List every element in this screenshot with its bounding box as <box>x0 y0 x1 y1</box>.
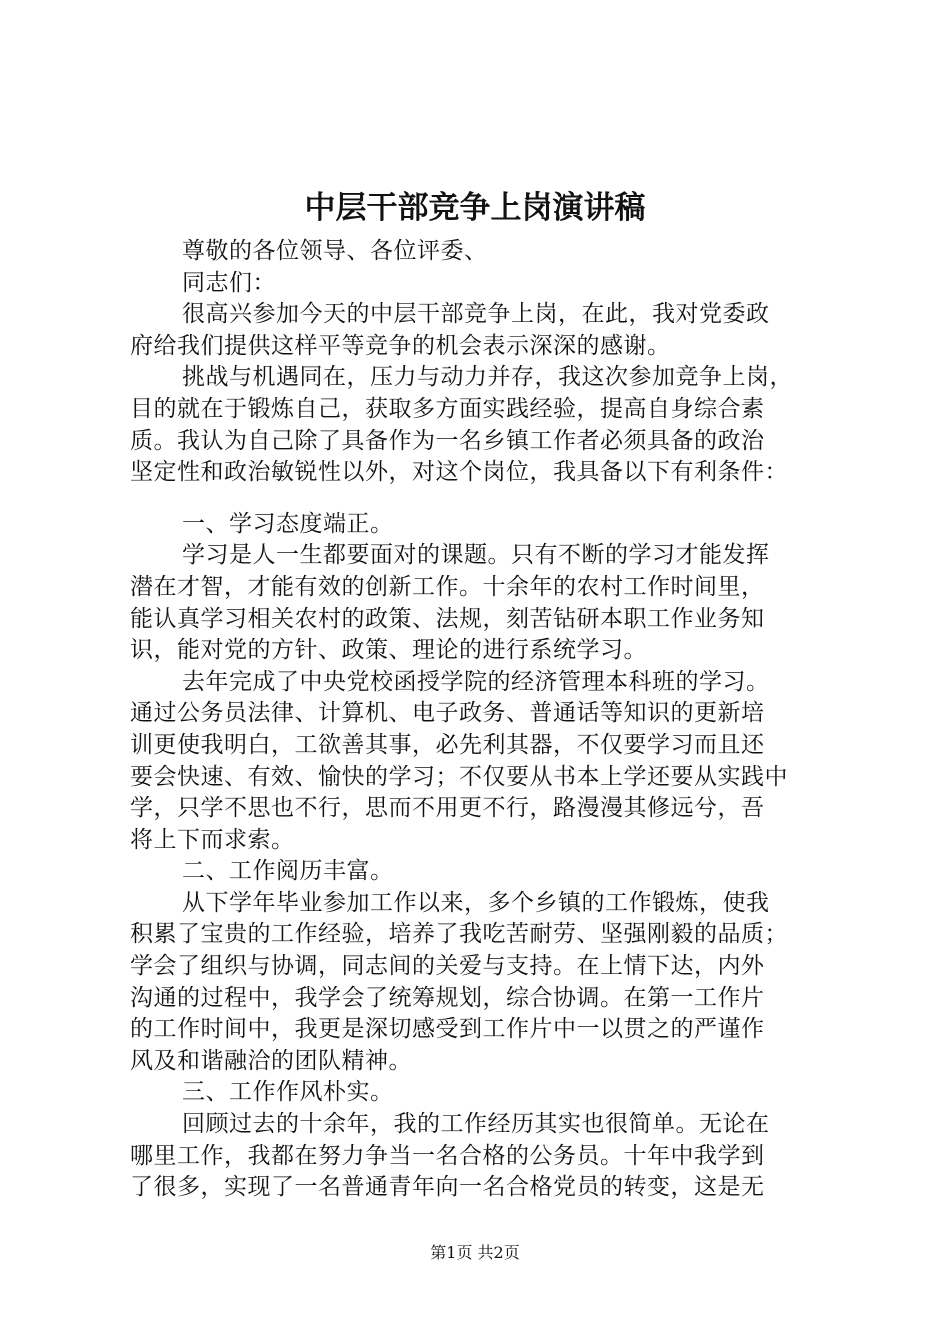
text-line: 一、学习态度端正。 <box>182 510 394 537</box>
text-line: 要会快速、有效、愉快的学习；不仅要从书本上学还要从实践中 <box>130 763 788 790</box>
text-line: 府给我们提供这样平等竞争的机会表示深深的感谢。 <box>130 332 671 359</box>
text-line: 了很多，实现了一名普通青年向一名合格党员的转变，这是无 <box>130 1174 765 1201</box>
text-line: 能认真学习相关农村的政策、法规，刻苦钻研本职工作业务知 <box>130 605 765 632</box>
text-line: 的工作时间中，我更是深切感受到工作片中一以贯之的严谨作 <box>130 1016 765 1043</box>
text-line: 尊敬的各位领导、各位评委、 <box>182 238 488 264</box>
text-line: 沟通的过程中，我学会了统筹规划，综合协调。在第一工作片 <box>130 984 765 1011</box>
paragraph-gap <box>130 489 830 509</box>
page-footer: 第1页 共2页 <box>430 1243 520 1262</box>
text-line: 坚定性和政治敏锐性以外，对这个岗位，我具备以下有利条件： <box>130 459 788 486</box>
text-line: 三、工作作风朴实。 <box>182 1079 394 1106</box>
text-line: 通过公务员法律、计算机、电子政务、普通话等知识的更新培 <box>130 700 765 727</box>
text-line: 学会了组织与协调，同志间的关爱与支持。在上情下达，内外 <box>130 953 765 980</box>
text-line: 质。我认为自己除了具备作为一名乡镇工作者必须具备的政治 <box>130 427 765 454</box>
text-line: 潜在才智，才能有效的创新工作。十余年的农村工作时间里， <box>130 573 765 600</box>
text-line: 识，能对党的方针、政策、理论的进行系统学习。 <box>130 637 647 664</box>
text-line: 学，只学不思也不行，思而不用更不行，路漫漫其修远兮，吾 <box>130 795 765 822</box>
text-line: 将上下而求索。 <box>130 826 295 853</box>
text-line: 学习是人一生都要面对的课题。只有不断的学习才能发挥 <box>182 542 770 569</box>
text-line: 同志们： <box>182 269 276 296</box>
text-line: 很高兴参加今天的中层干部竞争上岗，在此，我对党委政 <box>182 301 770 328</box>
text-line: 去年完成了中央党校函授学院的经济管理本科班的学习。 <box>182 668 770 695</box>
text-line: 二、工作阅历丰富。 <box>182 858 394 885</box>
text-line: 从下学年毕业参加工作以来，多个乡镇的工作锻炼，使我 <box>182 889 770 916</box>
text-line: 积累了宝贵的工作经验，培养了我吃苦耐劳、坚强刚毅的品质； <box>130 921 788 948</box>
document-title: 中层干部竞争上岗演讲稿 <box>304 190 646 226</box>
text-line: 哪里工作，我都在努力争当一名合格的公务员。十年中我学到 <box>130 1142 765 1169</box>
text-line: 目的就在于锻炼自己，获取多方面实践经验，提高自身综合素 <box>130 395 765 422</box>
text-line: 挑战与机遇同在，压力与动力并存，我这次参加竞争上岗， <box>182 364 793 391</box>
text-line: 风及和谐融洽的团队精神。 <box>130 1047 412 1074</box>
document-body <box>130 236 830 1204</box>
text-line: 回顾过去的十余年，我的工作经历其实也很简单。无论在 <box>182 1111 770 1138</box>
text-line: 训更使我明白，工欲善其事，必先利其器，不仅要学习而且还 <box>130 731 765 758</box>
